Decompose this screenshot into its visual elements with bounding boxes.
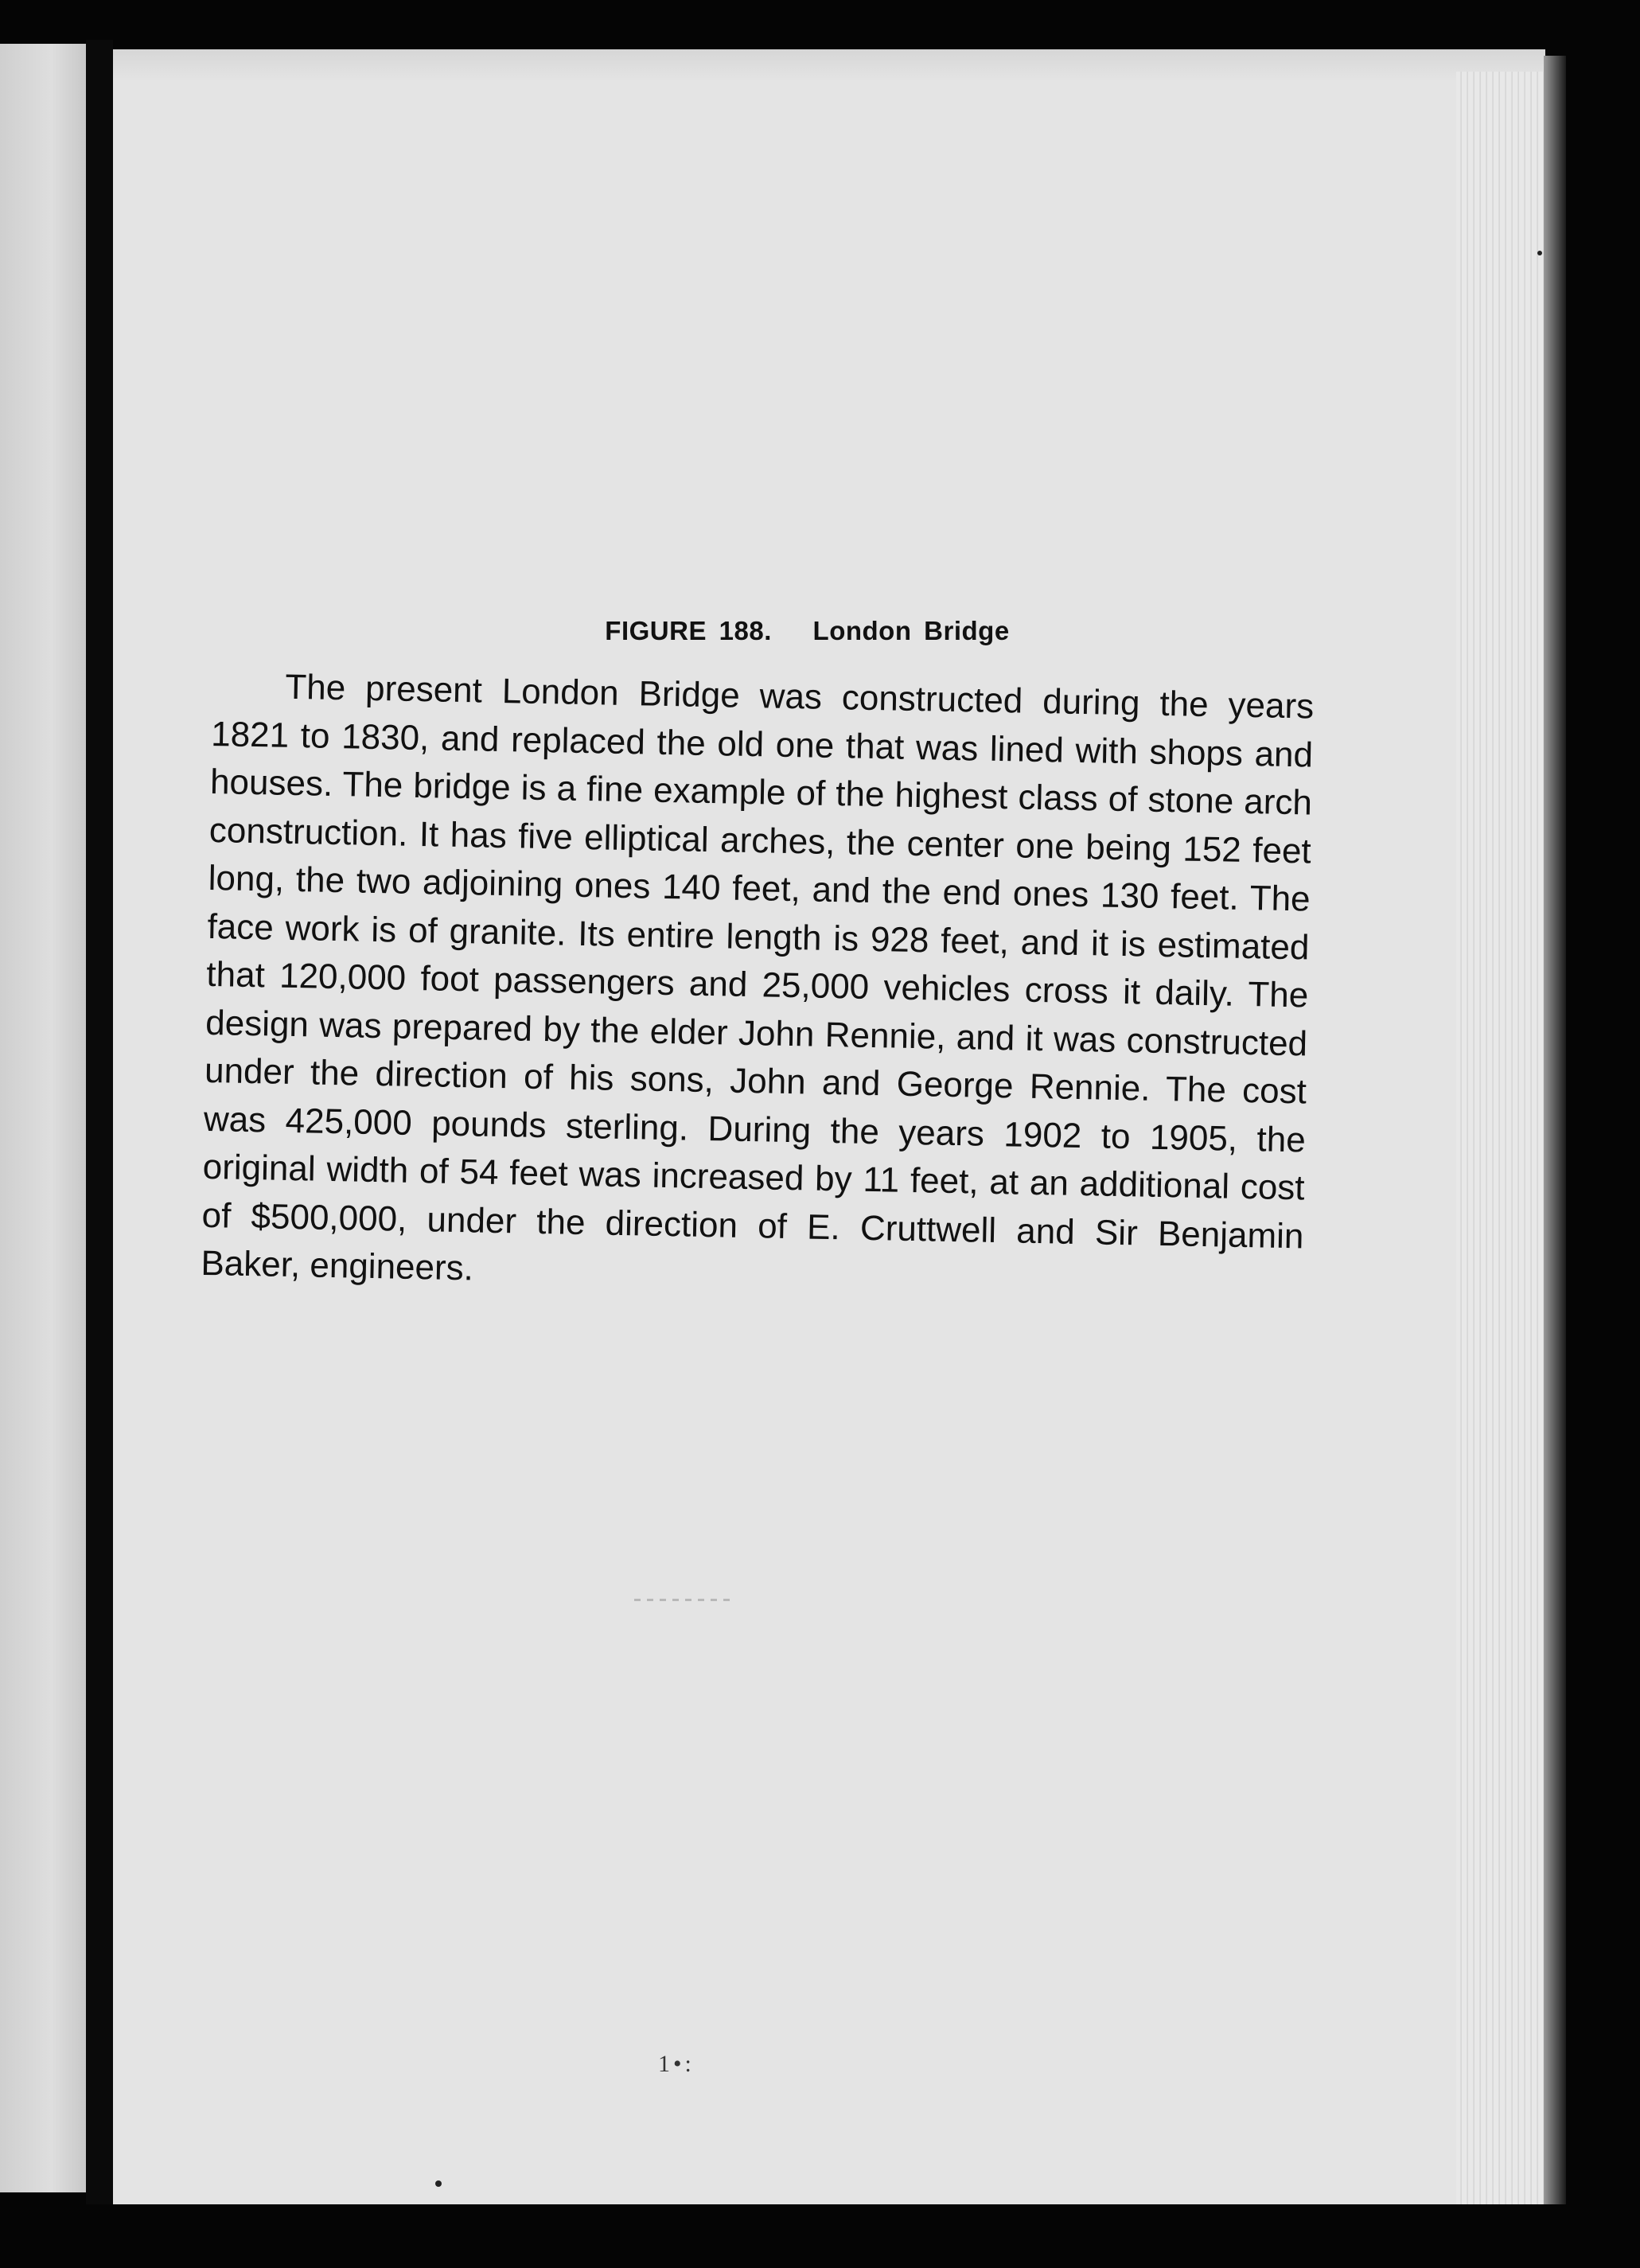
- book-page: [113, 49, 1502, 2204]
- page-top-shadow: [113, 49, 1545, 81]
- page-edges-stack: [1456, 72, 1544, 2204]
- page-number: 1•:: [658, 2051, 695, 2077]
- figure-title: London Bridge: [812, 616, 1010, 645]
- faint-mark: [634, 1599, 730, 1601]
- left-page-edge: [0, 44, 86, 2192]
- book-gutter: [86, 40, 113, 2204]
- body-text: [201, 662, 1315, 1309]
- speck: [1537, 251, 1542, 255]
- figure-label: FIGURE 188.: [605, 616, 772, 645]
- speck: [435, 2180, 442, 2187]
- body-paragraph: The present London Bridge was constructed during the years 1821 to 1830, and replaced the old one that was lined with shops and houses. The bridge is a fine example of the highest class of stone arch construction. It has five elliptical arches, the center one being 152 feet long, the two adjoining ones 140 feet, and the end ones 130 feet. The face work is of granite. Its entire length is 928 feet, and it is estimated that 120,000 foot passengers and 25,000 vehicles cross it daily. The design was prepared by the elder John Rennie, and it was constructed under the direction of his sons, John and George Rennie. The cost was 425,000 pounds sterling. During the years 1902 to 1905, the original width of 54 feet was increased by 11 feet, at an additional cost of $500,000, under the direction of E. Cruttwell and Sir Benjamin Baker, engineers.: [201, 667, 1315, 1288]
- figure-caption: [113, 616, 1502, 646]
- page-edge-shadow: [1544, 56, 1566, 2204]
